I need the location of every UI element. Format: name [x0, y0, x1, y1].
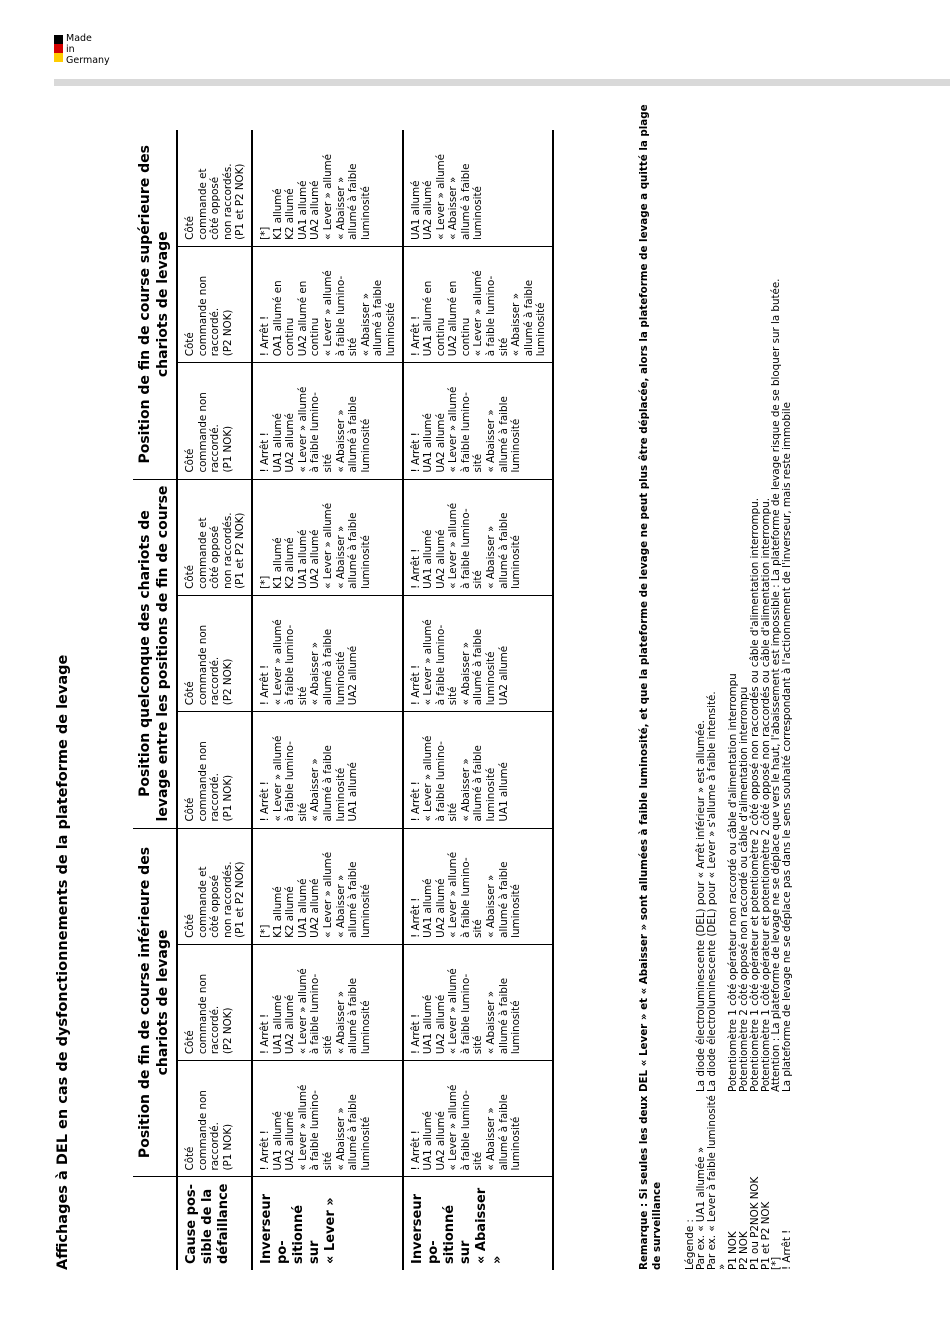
legend-term: [*]	[770, 1256, 783, 1270]
table-cell	[403, 712, 554, 828]
sub-header-text: Côté commande et côté opposé non raccordés. (P1 et P2 NOK)	[184, 861, 247, 938]
row-header-title	[177, 1177, 252, 1270]
group-header-row	[133, 130, 177, 1270]
table-cell	[252, 944, 403, 1060]
row-label-cell	[403, 1177, 554, 1270]
legend-term: Par ex. « Lever à faible luminosité »	[705, 1095, 729, 1270]
sub-header-cell	[177, 130, 252, 246]
cell-text: ! Arrêt ! UA1 allumé en continu UA2 allumé en continu « Lever » allumé à faible lumino- sité « Abaisser » allumé à faible luminosité	[409, 270, 548, 357]
table-cell	[403, 595, 554, 711]
page-title: Affichages à DEL en cas de dysfonctionnements de la plateforme de levage	[55, 654, 71, 1270]
legend-definition: La diode électroluminescente (DEL) pour « Arrêt inférieur » est allumée.	[694, 720, 707, 1092]
cell-text: ! Arrêt ! UA1 allumé UA2 allumé « Lever » allumé à faible lumino- sité « Abaisser » allumé à faible luminosité	[409, 386, 523, 473]
logo-text	[66, 33, 110, 66]
cell-text: ! Arrêt ! « Lever » allumé à faible lumino- sité « Abaisser » allumé à faible luminosité UA2 allumé	[409, 619, 510, 706]
sub-header-cell	[177, 246, 252, 362]
legend-definition: Potentiomètre 1 côté opérateur non raccordé ou câble d'alimentation interrompu	[727, 673, 740, 1092]
flag-red-stripe	[54, 44, 63, 53]
legend-definition: La plateforme de levage ne se déplace pas dans le sens souhaité correspondant à l'actionnement de l'inverseur, mais reste immobile	[781, 402, 794, 1092]
flag-black-stripe	[54, 35, 63, 44]
header-rule	[54, 79, 950, 86]
table-cell	[403, 828, 554, 944]
cell-text: ! Arrêt ! UA1 allumé UA2 allumé « Lever » allumé à faible lumino- sité « Abaisser » allumé à faible luminosité	[409, 968, 523, 1055]
cell-text: [*] K1 allumé K2 allumé UA1 allumé UA2 allumé « Lever » allumé « Abaisser » allumé à faible luminosité	[258, 851, 372, 938]
cell-text: ! Arrêt ! UA1 allumé UA2 allumé « Lever » allumé à faible lumino- sité « Abaisser » allumé à faible luminosité	[409, 851, 523, 938]
legend-term: P1 ou P2NOK NOK	[748, 1176, 761, 1270]
sub-header-cell	[177, 363, 252, 479]
led-fault-table	[133, 130, 554, 1270]
flag-gold-stripe	[54, 53, 63, 62]
sub-header-row	[177, 130, 252, 1270]
sub-header-text: Côté commande non raccordé. (P1 NOK)	[184, 1090, 234, 1171]
remark-note: Remarque : Si seules les deux DEL « Lever » et « Abaisser » sont allumées à faible luminosité, et que la plateforme de levage ne peut plus être déplacée, alors la plateforme de levage a quitté la plage de surveillance	[638, 104, 663, 1270]
table-cell	[252, 1061, 403, 1177]
table-cell	[403, 246, 554, 362]
table-cell	[252, 363, 403, 479]
cell-text: [*] K1 allumé K2 allumé UA1 allumé UA2 allumé « Lever » allumé « Abaisser » allumé à faible luminosité	[258, 502, 372, 589]
table-cell	[252, 828, 403, 944]
row-label: Inverseur po- sitionné sur « Lever »	[258, 1193, 338, 1264]
sub-header-text: Côté commande non raccordé. (P1 NOK)	[184, 392, 234, 473]
table-cell	[403, 944, 554, 1060]
legend-term: Par ex. « UA1 allumée »	[694, 1146, 707, 1270]
sub-header-text: Côté commande non raccordé. (P2 NOK)	[184, 624, 234, 706]
row-label: Inverseur po- sitionné sur « Abaisser »	[409, 1187, 505, 1264]
table-cell	[252, 712, 403, 828]
table-cell	[403, 130, 554, 246]
cell-text: ! Arrêt ! UA1 allumé UA2 allumé « Lever » allumé à faible lumino- sité « Abaisser » allumé à faible luminosité	[258, 1084, 372, 1171]
sub-header-cell	[177, 712, 252, 828]
logo-line-3: Germany	[66, 55, 110, 66]
table-cell	[403, 479, 554, 595]
rotated-page-content	[55, 90, 905, 1270]
sub-header-cell	[177, 595, 252, 711]
group-header-upper-end: Position de fin de course supérieure des chariots de levage	[133, 130, 177, 479]
legend-entry	[696, 90, 707, 1270]
cell-text: ! Arrêt ! OA1 allumé en continu UA2 allumé en continu « Lever » allumé à faible lumino- sité « Abaisser » allumé à faible luminosité	[258, 270, 397, 357]
table-cell	[403, 1061, 554, 1177]
legend-term: P1 et P2 NOK	[759, 1201, 772, 1270]
legend-entry	[782, 90, 793, 1270]
table-cell	[252, 130, 403, 246]
sub-header-text: Côté commande non raccordé. (P2 NOK)	[184, 973, 234, 1055]
legend-definition: Potentiomètre 2 côté opposé non raccordé ou câble d'alimentation interrompu	[737, 686, 750, 1092]
legend-entry	[728, 90, 739, 1270]
cell-text: ! Arrêt ! UA1 allumé UA2 allumé « Lever » allumé à faible lumino- sité « Abaisser » allumé à faible luminosité	[409, 502, 523, 589]
sub-header-cell	[177, 1061, 252, 1177]
table-row	[252, 130, 403, 1270]
legend-entry	[750, 90, 761, 1270]
legend-definition: Attention : La plateforme de levage ne se déplace que vers le haut, l'abaissement est impossible : La plateforme de levage risque de se bloquer sur la butée.	[770, 278, 783, 1092]
legend	[685, 90, 793, 1270]
row-label-cell	[252, 1177, 403, 1270]
cell-text: ! Arrêt ! « Lever » allumé à faible lumino- sité « Abaisser » allumé à faible luminosité UA2 allumé	[258, 619, 360, 706]
group-header-lower-end: Position de fin de course inférieure des chariots de levage	[133, 828, 177, 1177]
cell-text: ! Arrêt ! UA1 allumé UA2 allumé « Lever » allumé à faible lumino- sité « Abaisser » allumé à faible luminosité	[258, 386, 372, 473]
cell-text: ! Arrêt ! UA1 allumé UA2 allumé « Lever » allumé à faible lumino- sité « Abaisser » allumé à faible luminosité	[258, 968, 372, 1055]
table-row	[403, 130, 554, 1270]
legend-definition: Potentiomètre 1 côté opérateur et potentiomètre 2 côté opposé non raccordés ou câble d'alimentation interrompu.	[748, 497, 761, 1092]
logo-line-2: in	[66, 44, 75, 55]
cell-text: UA1 allumé UA2 allumé « Lever » allumé « Abaisser » allumé à faible luminosité	[409, 153, 485, 240]
table-cell	[252, 479, 403, 595]
row-header-title-text: Cause pos- sible de la défaillance	[184, 1183, 231, 1264]
legend-term: P2 NOK	[737, 1231, 750, 1270]
sub-header-text: Côté commande et côté opposé non raccordés. (P1 et P2 NOK)	[184, 163, 247, 240]
group-header-intermediate: Position quelconque des chariots de levage entre les positions de fin de course	[133, 479, 177, 828]
sub-header-text: Côté commande non raccordé. (P2 NOK)	[184, 275, 234, 357]
cell-text: ! Arrêt ! « Lever » allumé à faible lumino- sité « Abaisser » allumé à faible luminosité UA1 allumé	[409, 735, 510, 822]
cell-text: [*] K1 allumé K2 allumé UA1 allumé UA2 allumé « Lever » allumé « Abaisser » allumé à faible luminosité	[258, 153, 372, 240]
table-cell	[252, 246, 403, 362]
sub-header-text: Côté commande non raccordé. (P1 NOK)	[184, 741, 234, 822]
legend-entry	[707, 90, 729, 1270]
legend-term: ! Arrêt !	[781, 1229, 794, 1270]
legend-term: P1 NOK	[727, 1231, 740, 1270]
legend-definition: La diode électroluminescente (DEL) pour « Lever » s'allume à faible intensité.	[705, 691, 718, 1092]
corner-cell	[133, 1177, 177, 1270]
sub-header-cell	[177, 944, 252, 1060]
cell-text: ! Arrêt ! UA1 allumé UA2 allumé « Lever » allumé à faible lumino- sité « Abaisser » allumé à faible luminosité	[409, 1084, 523, 1171]
sub-header-text: Côté commande et côté opposé non raccordés. (P1 et P2 NOK)	[184, 512, 247, 589]
cell-text: ! Arrêt ! « Lever » allumé à faible lumino- sité « Abaisser » allumé à faible luminosité UA1 allumé	[258, 735, 360, 822]
logo-line-1: Made	[66, 33, 92, 44]
table-cell	[403, 363, 554, 479]
table-cell	[252, 595, 403, 711]
legend-definition: Potentiomètre 1 côté opérateur et potentiomètre 2 côté opposé non raccordés ou câble d'alimentation interrompu.	[759, 497, 772, 1092]
sub-header-cell	[177, 828, 252, 944]
sub-header-cell	[177, 479, 252, 595]
legend-heading: Légende :	[684, 1219, 696, 1270]
